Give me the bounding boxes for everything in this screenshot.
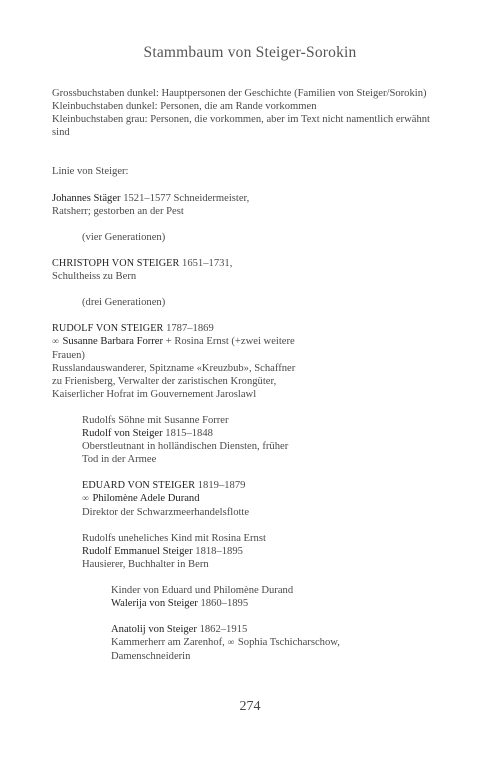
person-name: EDUARD VON STEIGER: [82, 480, 196, 491]
marriage-icon: ∞: [52, 337, 59, 348]
marriage-icon: ∞: [82, 494, 89, 505]
page-number: 274: [239, 699, 261, 714]
person-name: CHRISTOPH VON STEIGER: [52, 258, 180, 269]
person-name: RUDOLF VON STEIGER: [52, 323, 164, 334]
person-dates: 1818–1895: [192, 546, 243, 558]
section-heading-text: Linie von Steiger:: [52, 166, 129, 177]
person-dates: 1862–1915: [196, 624, 248, 635]
entry-anatolij: [111, 623, 340, 663]
legend: [52, 87, 430, 139]
person-description: Schultheiss zu Bern: [52, 271, 137, 283]
entry-rudolf-emmanuel: [82, 532, 266, 571]
generation-gap: [82, 296, 165, 309]
legend-line: Kleinbuchstaben dunkel: Personen, die am Rande vorkommen: [52, 101, 317, 113]
section-heading: [52, 165, 129, 178]
generation-gap: [82, 231, 165, 244]
person-description: Kaiserlicher Hofrat im Gouvernement Jaroslawl: [52, 389, 257, 401]
person-description: Hausierer, Buchhalter in Bern: [82, 559, 209, 571]
person-name: Johannes Stäger: [52, 193, 121, 204]
person-description: Kammerherr am Zarenhof,: [111, 637, 228, 649]
person-description: Ratsherr; gestorben an der Pest: [52, 206, 184, 218]
person-dates: 1787–1869: [163, 323, 214, 334]
person-dates: 1521–1577 Schneidermeister,: [120, 193, 250, 204]
spouse-rest: Frauen): [52, 350, 85, 362]
group-heading: Rudolfs uneheliches Kind mit Rosina Ernst: [82, 533, 266, 544]
person-description: zu Frienisberg, Verwalter der zaristischen Krongüter,: [52, 376, 277, 388]
group-heading: Rudolfs Söhne mit Susanne Forrer: [82, 415, 229, 426]
spouse-name: Susanne Barbara Forrer: [62, 336, 164, 348]
entry-rudolf-jr: [82, 414, 288, 466]
legend-line: sind: [52, 127, 70, 139]
legend-line: Grossbuchstaben dunkel: Hauptpersonen der Geschichte (Familien von Steiger/Sorokin): [52, 88, 427, 99]
person-description: Tod in der Armee: [82, 454, 157, 466]
generation-gap-text: (vier Generationen): [82, 232, 166, 243]
page-title: Stammbaum von Steiger-Sorokin: [143, 44, 357, 61]
spouse-name: Philomène Adele Durand: [92, 493, 200, 505]
group-heading: Kinder von Eduard und Philomène Durand: [111, 585, 294, 596]
entry-johannes: [52, 192, 249, 218]
entry-walerija: [111, 584, 293, 610]
person-name: Walerija von Steiger: [111, 598, 198, 610]
person-name: Rudolf Emmanuel Steiger: [82, 546, 193, 558]
person-dates: 1815–1848: [162, 428, 213, 440]
spouse-rest: + Rosina Ernst (+zwei weitere: [163, 336, 295, 348]
person-description: Oberstleutnant in holländischen Diensten, früher: [82, 441, 289, 453]
person-description: Direktor der Schwarzmeerhandelsflotte: [82, 507, 250, 519]
person-description: Russlandauswanderer, Spitzname «Kreuzbub», Schaffner: [52, 363, 296, 375]
person-name: Anatolij von Steiger: [111, 624, 197, 635]
entry-eduard: [82, 479, 249, 519]
person-name: Rudolf von Steiger: [82, 428, 163, 440]
person-description: Damenschneiderin: [111, 651, 191, 663]
generation-gap-text: (drei Generationen): [82, 297, 166, 308]
legend-line: Kleinbuchstaben grau: Personen, die vorkommen, aber im Text nicht namentlich erwähnt: [52, 114, 430, 126]
entry-christoph: [52, 257, 232, 283]
spouse-rest: Sophia Tschicharschow,: [235, 637, 340, 649]
marriage-icon: ∞: [227, 638, 235, 649]
person-dates: 1651–1731,: [179, 258, 233, 269]
person-dates: 1819–1879: [195, 480, 246, 491]
entry-rudolf: [52, 322, 295, 402]
person-dates: 1860–1895: [197, 598, 249, 610]
